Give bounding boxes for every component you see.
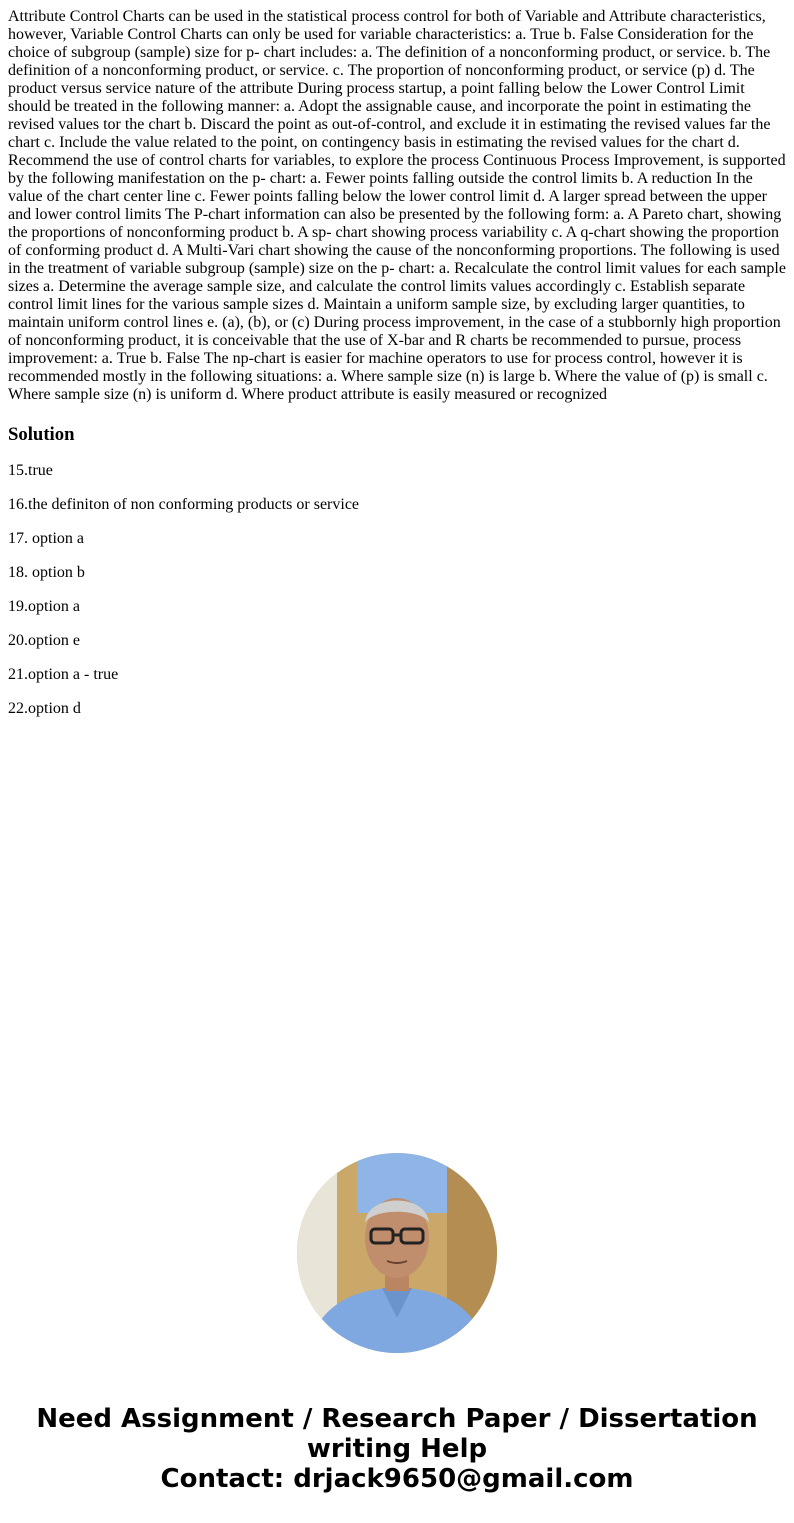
footer-line-2: writing Help <box>306 1434 488 1464</box>
answer-item: 22.option d <box>8 700 81 717</box>
answer-item: 15.true <box>8 462 53 479</box>
solution-heading: Solution <box>8 424 75 445</box>
answer-item: 16.the definiton of non conforming products or service <box>8 496 360 513</box>
footer-contact: Contact: drjack9650@gmail.com <box>160 1464 634 1494</box>
answer-item: 20.option e <box>8 632 80 649</box>
question-text: Attribute Control Charts can be used in the statistical process control for both of Variable and Attribute characteristics, however, Variable Control Charts can only be used for variable characteristics: a. True b. False Consideration for the choice of subgroup (sample) size for p- chart includes: a. The definition of a nonconforming product, or service. b. The definition of a nonconforming product, or service. c. The proportion of nonconforming product, or service (p) d. The product versus service nature of the attribute During process startup, a point falling below the Lower Control Limit should be treated in the following manner: a. Adopt the assignable cause, and incorporate the point in estimating the revised values tor the chart b. Discard the point as out-of-control, and exclude it in estimating the revised values far the chart c. Include the value related to the point, on contingency basis in estimating the revised values for the chart d. Recommend the use of control charts for variables, to explore the process Continuous Process Improvement, is supported by the following manifestation on the p- chart: a. Fewer points falling outside the control limits b. A reduction In the value of the chart center line c. Fewer points falling below the lower control limit d. A larger spread between the upper and lower control limits The P-chart information can also be presented by the following form: a. A Pareto chart, showing the proportions of nonconforming product b. A sp- chart showing process variability c. A q-chart showing the proportion of conforming product d. A Multi-Vari chart showing the cause of the nonconforming proportions. The following is used in the treatment of variable subgroup (sample) size on the p- chart: a. Recalculate the control limit values for each sample sizes a. Determine the average sample size, and calculate the control limits values accordingly c. Establish separate control limit lines for the various sample sizes d. Maintain a uniform sample size, by excluding larger quantities, to maintain uniform control lines e. (a), (b), or (c) During process improvement, in the case of a stubbornly high proportion of nonconforming product, it is conceivable that the use of X-bar and R charts be recommended to pursue, process improvement: a. True b. False The np-chart is easier for machine operators to use for process control, however it is recommended mostly in the following situations: a. Where sample size (n) is large b. Where the value of (p) is small c. Where sample size (n) is uniform d. Where product attribute is easily measured or recognized <box>8 8 786 403</box>
footer-banner <box>0 1404 794 1494</box>
answer-list <box>8 462 359 734</box>
answer-item: 21.option a - true <box>8 666 119 683</box>
footer-line-1: Need Assignment / Research Paper / Dissertation <box>36 1404 758 1434</box>
answer-item: 17. option a <box>8 530 84 547</box>
answer-item: 19.option a <box>8 598 80 615</box>
person-photo-icon <box>297 1153 497 1353</box>
answer-item: 18. option b <box>8 564 85 581</box>
